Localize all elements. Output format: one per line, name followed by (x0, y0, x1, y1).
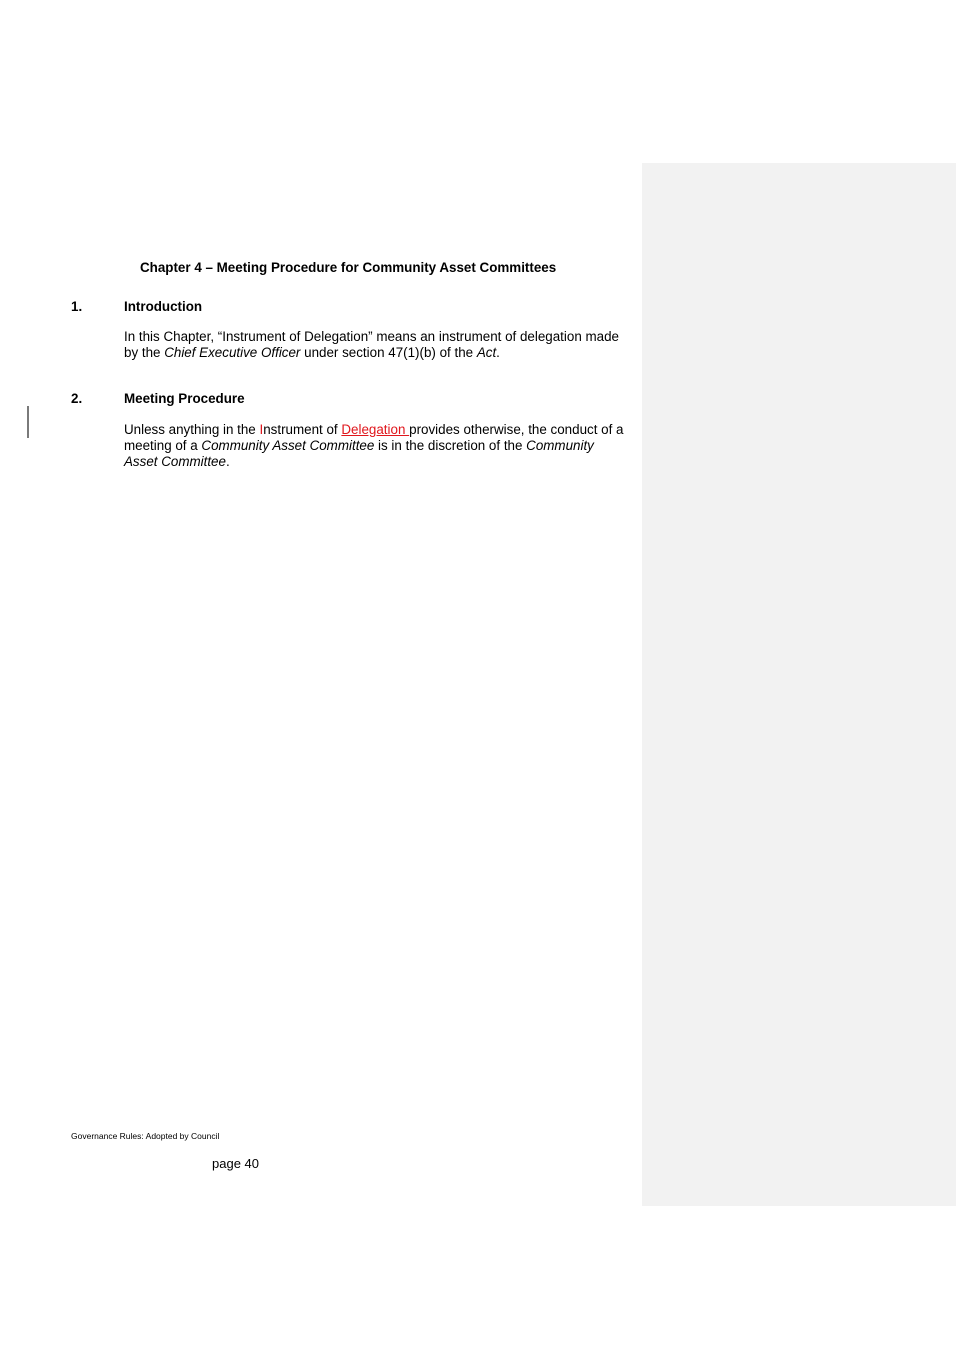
paragraph-line (124, 329, 639, 345)
text-run: Unless anything in the (124, 422, 260, 437)
page-number: page 40 (212, 1156, 259, 1171)
italic-term: Community Asset Committee (201, 438, 375, 453)
italic-term: Act (476, 345, 497, 360)
change-bar (27, 406, 29, 438)
text-run: by the (124, 345, 165, 360)
section-number: 1. (71, 299, 83, 314)
section-heading-introduction: Introduction (124, 299, 203, 314)
italic-term: Community (526, 438, 594, 453)
chapter-title: Chapter 4 – Meeting Procedure for Community Asset Committees (140, 260, 557, 275)
paragraph-line (124, 438, 639, 454)
text-run: . (225, 454, 230, 469)
text-run: In this Chapter, “Instrument of Delegation” means an instrument of delegation made (124, 329, 619, 344)
tracked-insertion[interactable]: I (259, 422, 264, 437)
text-run: is in the discretion of the (374, 438, 527, 453)
section-paragraph-meeting-procedure (124, 422, 639, 470)
paragraph-line (124, 345, 639, 361)
section-heading-meeting-procedure: Meeting Procedure (124, 391, 245, 406)
text-run: provides otherwise, the conduct of a (409, 422, 624, 437)
paragraph-line (124, 454, 639, 470)
section-number: 2. (71, 391, 83, 406)
section-paragraph-introduction (124, 329, 639, 361)
text-run: nstrument of (263, 422, 342, 437)
text-run: . (496, 345, 500, 360)
text-run: under section 47(1)(b) of the (300, 345, 477, 360)
comment-pane (642, 163, 956, 1206)
italic-term: Asset Committee (124, 454, 226, 469)
footer-text: Governance Rules: Adopted by Council (71, 1131, 220, 1141)
italic-term: Chief Executive Officer (164, 345, 301, 360)
text-run: meeting of a (124, 438, 202, 453)
paragraph-line (124, 422, 639, 438)
tracked-insertion[interactable]: Delegation (341, 422, 410, 437)
